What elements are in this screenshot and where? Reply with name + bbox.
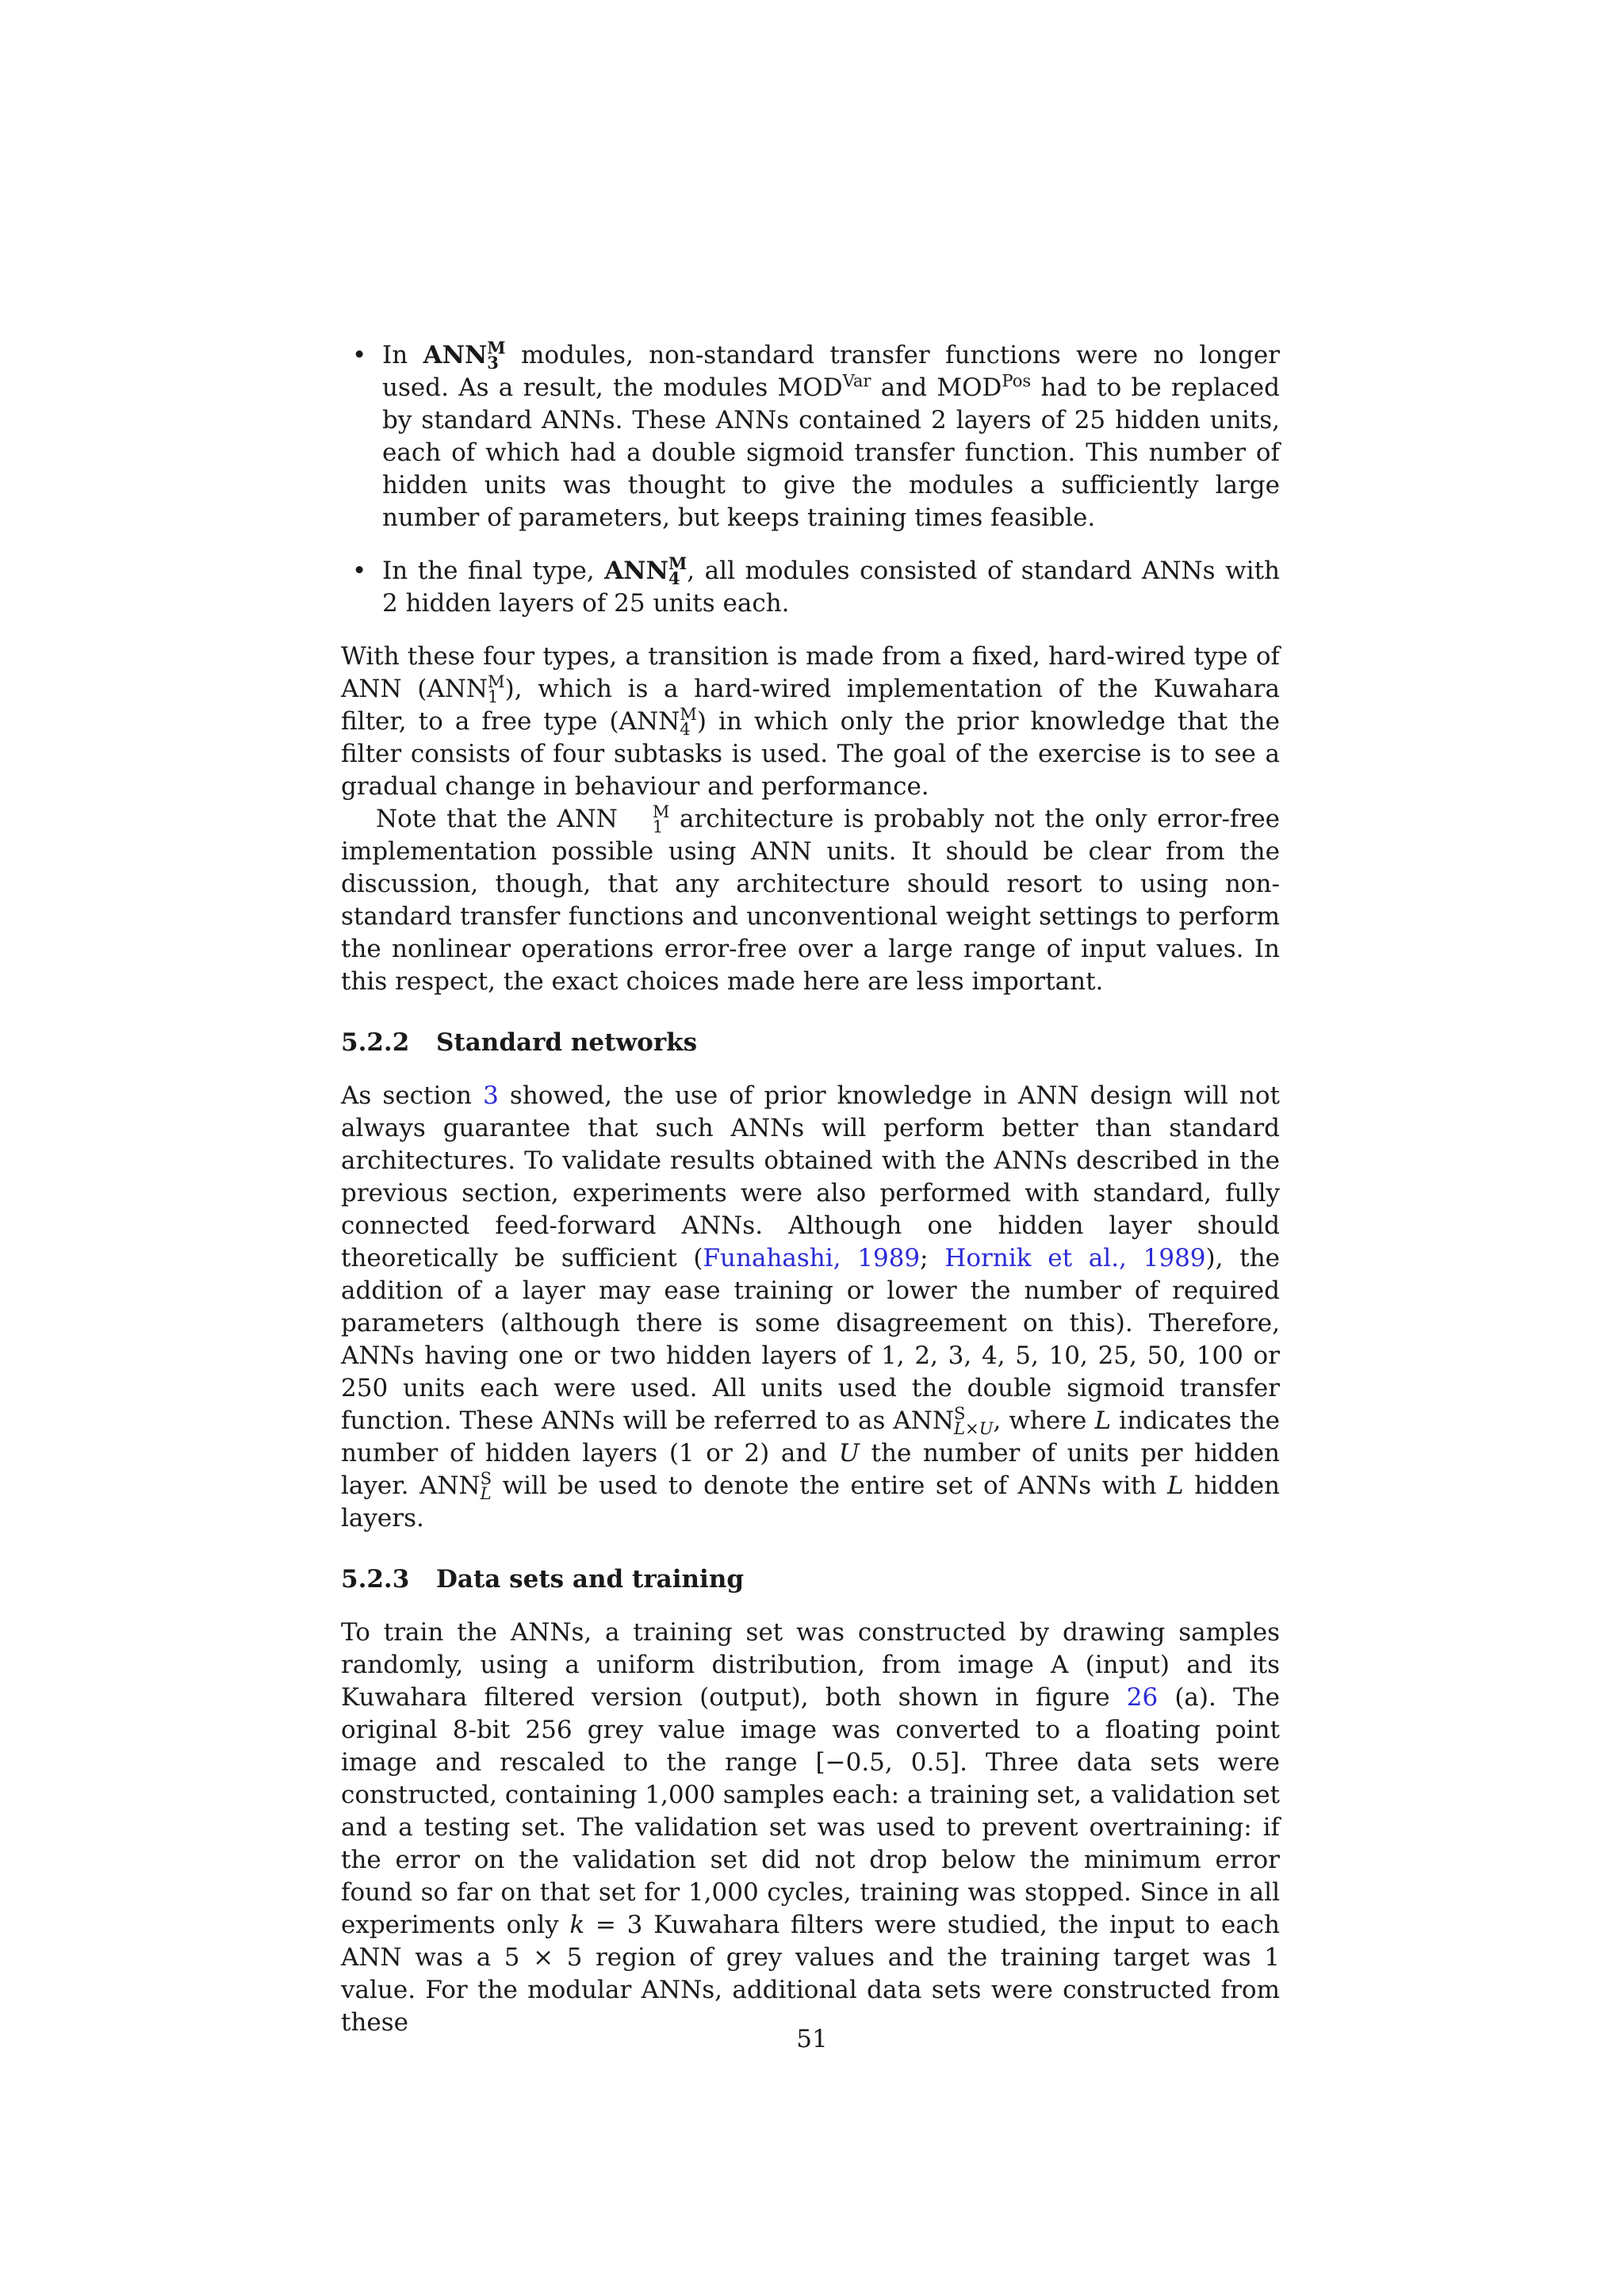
text-run: In (382, 341, 423, 369)
ann-symbol: ANN (604, 557, 668, 585)
section-reference-link[interactable]: 3 (483, 1081, 499, 1110)
text-run: and MOD (871, 373, 1002, 402)
page-body (341, 339, 1280, 2039)
bullet-dot-icon: • (352, 557, 367, 585)
paragraph-transition: With these four types, a transition is made from a fixed, hard-wired type of ANN (ANN M 1 ), which is a hard-wired implementation of the Kuwahara filter, to a free type (ANN M 4 ) in which only the prior knowledge that the filter consists of four subtasks is used. The goal of the exercise is to see a gradual change in behaviour and performance. (341, 642, 1280, 801)
ann-script: S L×U (954, 1402, 994, 1438)
text-run: , all modules consisted of standard ANNs with 2 hidden layers of 25 units each. (382, 557, 1280, 618)
paragraph-standard-networks: As section 3 showed, the use of prior knowledge in ANN design will not always guarantee that such ANNs will perform better than standard architectures. To validate results obtained with the ANNs described in the previous section, experiments were also performed with standard, fully connected feed-forward ANNs. Although one hidden layer should theoretically be sufficient (Funahashi, 1989; Hornik et al., 1989), the addition of a layer may ease training or lower the number of required parameters (although there is some disagreement on this). Therefore, ANNs having one or two hidden layers of 1, 2, 3, 4, 5, 10, 25, 50, 100 or 250 units each were used. All units used the double sigmoid transfer function. These ANNs will be referred to as ANN S L×U , where L indicates the number of hidden layers (1 or 2) and U the number of units per hidden layer. ANN S L will be used to denote the entire set of ANNs with L hidden layers. (341, 1081, 1281, 1533)
bullet-item-ann4 (341, 555, 1280, 620)
bullet-dot-icon: • (352, 341, 367, 369)
section-heading-5-2-2 (341, 1027, 1280, 1059)
ann-script: M 3 (487, 337, 506, 373)
ann-script: S L (480, 1468, 492, 1503)
ann-script: M 4 (680, 703, 697, 739)
section-number: 5.2.3 (341, 1565, 410, 1594)
paragraph-note: Note that the ANN M 1 architecture is probably not the only error-free implementation possible using ANN units. It should be clear from the discussion, though, that any architecture should resort to using non-standard transfer functions and unconventional weight settings to perform the nonlinear operations error-free over a large range of input values. In this respect, the exact choices made here are less important. (341, 801, 1281, 996)
paragraph-data-sets: To train the ANNs, a training set was constructed by drawing samples randomly, using a uniform distribution, from image A (input) and its Kuwahara filtered version (output), both shown in figure 26 (a). The original 8-bit 256 grey value image was converted to a floating point image and rescaled to the range [−0.5, 0.5]. Three data sets were constructed, containing 1,000 samples each: a training set, a validation set and a testing set. The validation set was used to prevent overtraining: if the error on the validation set did not drop below the minimum error found so far on that set for 1,000 cycles, training was stopped. Since in all experiments only k = 3 Kuwahara filters were studied, the input to each ANN was a 5 × 5 region of grey values and the training target was 1 value. For the modular ANNs, additional data sets were constructed from these (341, 1618, 1280, 2037)
ann-symbol: ANN (423, 341, 488, 369)
section-title: Standard networks (436, 1028, 698, 1057)
figure-reference-link[interactable]: 26 (1126, 1683, 1159, 1712)
section-title: Data sets and training (436, 1565, 745, 1594)
bullet-item-ann3 (341, 339, 1280, 534)
section-heading-5-2-3 (341, 1563, 1280, 1596)
citation-link[interactable]: Hornik et al., 1989 (944, 1244, 1206, 1272)
ann-script: M 1 (652, 801, 670, 836)
superscript: Pos (1002, 370, 1032, 391)
ann-script: M 4 (668, 553, 688, 588)
ann-script: M 1 (488, 671, 505, 706)
text-run: In the final type, (382, 557, 605, 585)
citation-link[interactable]: Funahashi, 1989 (703, 1244, 921, 1272)
page-number: 51 (796, 2025, 828, 2053)
text-run: had to be replaced by standard ANNs. These ANNs contained 2 layers of 25 hidden units, each of which had a double sigmoid transfer function. This number of hidden units was thought to give the modules a sufficiently large number of parameters, but keeps training times feasible. (382, 373, 1280, 532)
text-run: modules, non-standard transfer functions were no longer used. As a result, the modules MOD (382, 341, 1280, 402)
superscript: Var (842, 370, 871, 391)
section-number: 5.2.2 (341, 1028, 410, 1057)
